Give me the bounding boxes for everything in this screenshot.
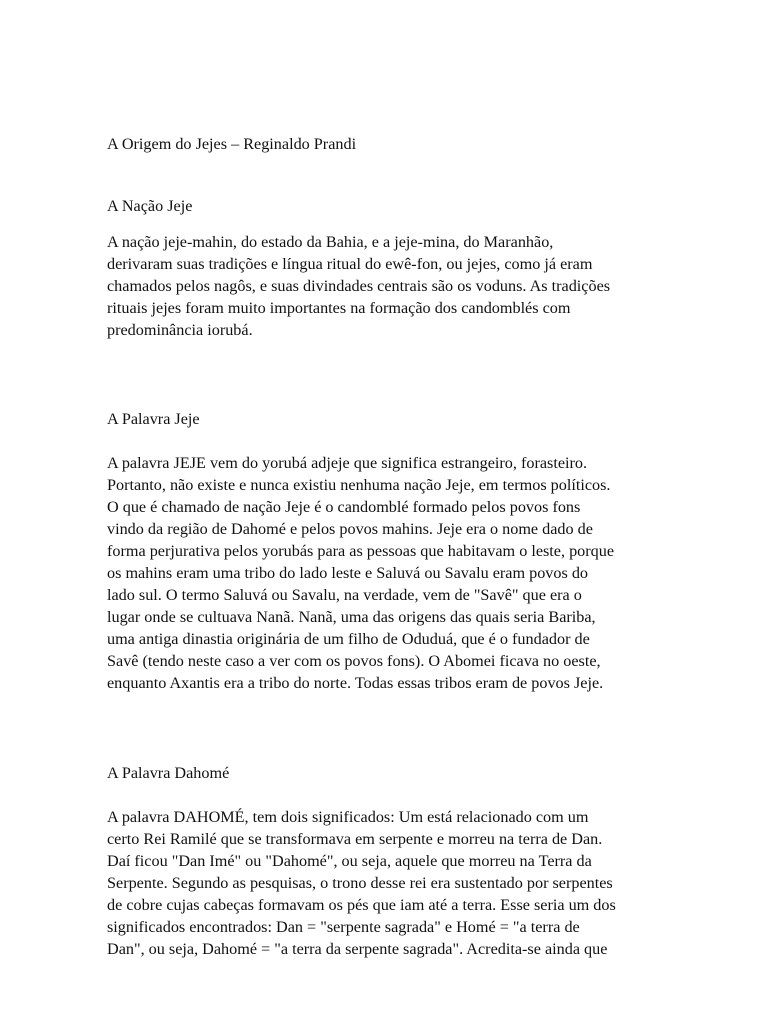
section-paragraph xyxy=(107,806,677,960)
paragraph-line: A nação jeje-mahin, do estado da Bahia, e a jeje-mina, do Maranhão, xyxy=(107,233,554,251)
paragraph-line: derivaram suas tradições e língua ritual do ewê-fon, ou jejes, como já eram xyxy=(107,255,593,273)
paragraph-line: significados encontrados: Dan = "serpente sagrada" e Homé = "a terra de xyxy=(107,918,580,936)
paragraph-line: A palavra JEJE vem do yorubá adjeje que significa estrangeiro, forasteiro. xyxy=(107,454,588,472)
paragraph-line: os mahins eram uma tribo do lado leste e Saluvá ou Savalu eram povos do xyxy=(107,564,589,582)
paragraph-line: chamados pelos nagôs, e suas divindades centrais são os voduns. As tradições xyxy=(107,277,611,295)
paragraph-line: Dan", ou seja, Dahomé = "a terra da serpente sagrada". Acredita-se ainda que xyxy=(107,940,608,958)
paragraph-line: Serpente. Segundo as pesquisas, o trono desse rei era sustentado por serpentes xyxy=(107,874,613,892)
paragraph-line: Portanto, não existe e nunca existiu nenhuma nação Jeje, em termos políticos. xyxy=(107,476,611,494)
section-heading: A Nação Jeje xyxy=(107,197,193,215)
section-paragraph xyxy=(107,231,677,341)
section-palavra-jeje xyxy=(107,408,677,694)
paragraph-line: lado sul. O termo Saluvá ou Savalu, na verdade, vem de "Savê" que era o xyxy=(107,586,582,604)
section-nacao-jeje xyxy=(107,195,677,341)
document-page xyxy=(107,133,677,960)
paragraph-line: lugar onde se cultuava Nanã. Nanã, uma das origens das quais seria Bariba, xyxy=(107,608,596,626)
paragraph-line: certo Rei Ramilé que se transformava em serpente e morreu na terra de Dan. xyxy=(107,830,603,848)
paragraph-line: uma antiga dinastia originária de um filho de Oduduá, que é o fundador de xyxy=(107,630,590,648)
paragraph-line: O que é chamado de nação Jeje é o candomblé formado pelos povos fons xyxy=(107,498,581,516)
paragraph-line: rituais jejes foram muito importantes na formação dos candomblés com xyxy=(107,299,571,317)
section-heading: A Palavra Jeje xyxy=(107,410,200,428)
section-heading: A Palavra Dahomé xyxy=(107,764,230,782)
section-paragraph xyxy=(107,452,677,694)
document-title: A Origem do Jejes – Reginaldo Prandi xyxy=(107,135,357,153)
paragraph-line: enquanto Axantis era a tribo do norte. Todas essas tribos eram de povos Jeje. xyxy=(107,674,604,692)
section-palavra-dahome xyxy=(107,762,677,960)
paragraph-line: forma perjurativa pelos yorubás para as pessoas que habitavam o leste, porque xyxy=(107,542,615,560)
paragraph-line: vindo da região de Dahomé e pelos povos mahins. Jeje era o nome dado de xyxy=(107,520,593,538)
paragraph-line: predominância iorubá. xyxy=(107,321,253,339)
paragraph-line: Daí ficou "Dan Imé" ou "Dahomé", ou seja, aquele que morreu na Terra da xyxy=(107,852,592,870)
paragraph-line: de cobre cujas cabeças formavam os pés que iam até a terra. Esse seria um dos xyxy=(107,896,616,914)
paragraph-line: A palavra DAHOMÉ, tem dois significados: Um está relacionado com um xyxy=(107,808,589,826)
paragraph-line: Savê (tendo neste caso a ver com os povos fons). O Abomei ficava no oeste, xyxy=(107,652,601,670)
